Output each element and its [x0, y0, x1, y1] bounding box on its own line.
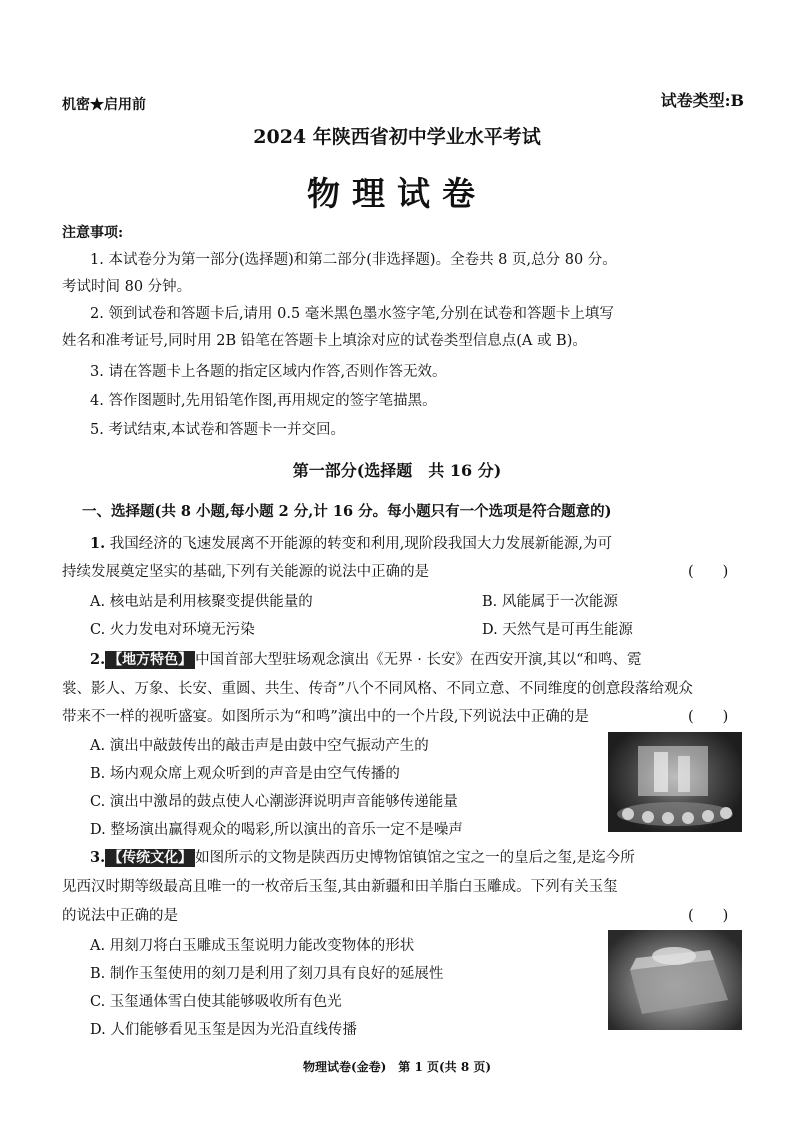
- question-1-stem: [90, 532, 612, 553]
- answer-bracket: ( ): [688, 709, 729, 725]
- page-footer: 物理试卷(金卷) 第 1 页(共 8 页): [302, 1060, 492, 1074]
- question-2-stem: [90, 648, 642, 669]
- section-title: 一、选择题(共 8 小题,每小题 2 分,计 16 分。每小题只有一个选项是符合题意的): [82, 503, 612, 520]
- question-1-option-c: C. 火力发电对环境无污染: [90, 622, 255, 638]
- question-1-option-b: B. 风能属于一次能源: [482, 594, 618, 610]
- exam-title: 2024 年陕西省初中学业水平考试: [253, 126, 541, 148]
- jade-seal-photo: [608, 930, 742, 1030]
- subject-title: 物理试卷: [307, 174, 487, 213]
- notice-line: 1. 本试卷分为第一部分(选择题)和第二部分(非选择题)。全卷共 8 页,总分 80 分。: [90, 252, 617, 268]
- notice-line: 4. 答作图题时,先用铅笔作图,再用规定的签字笔描黑。: [90, 393, 437, 409]
- question-1-number: 1.: [90, 535, 106, 552]
- answer-bracket: ( ): [688, 908, 729, 924]
- question-2-option-b: B. 场内观众席上观众听到的声音是由空气传播的: [90, 766, 400, 782]
- question-1-stem-cont: 持续发展奠定坚实的基础,下列有关能源的说法中正确的是: [62, 564, 430, 580]
- question-3-option-a: A. 用刻刀将白玉雕成玉玺说明力能改变物体的形状: [90, 938, 415, 954]
- question-1-option-d: D. 天然气是可再生能源: [482, 622, 633, 638]
- part-title: 第一部分(选择题 共 16 分): [292, 461, 502, 480]
- question-3-stem-cont: 的说法中正确的是: [62, 908, 178, 924]
- notice-line: 姓名和准考证号,同时用 2B 铅笔在答题卡上填涂对应的试卷类型信息点(A 或 B)。: [62, 333, 587, 349]
- question-1-text: 我国经济的飞速发展离不开能源的转变和利用,现阶段我国大力发展新能源,为可: [109, 536, 612, 552]
- question-2-stem-cont: 带来不一样的视听盛宴。如图所示为“和鸣”演出中的一个片段,下列说法中正确的是: [62, 709, 589, 725]
- notice-line: 2. 领到试卷和答题卡后,请用 0.5 毫米黑色墨水签字笔,分别在试卷和答题卡上填写: [90, 306, 614, 322]
- question-2-number: 2.: [90, 651, 106, 668]
- question-3-text: 如图所示的文物是陕西历史博物馆镇馆之宝之一的皇后之玺,是迄今所: [195, 850, 635, 866]
- question-2-tag: 【地方特色】: [105, 651, 195, 669]
- notice-line: 3. 请在答题卡上各题的指定区域内作答,否则作答无效。: [90, 364, 447, 380]
- question-3-option-b: B. 制作玉玺使用的刻刀是利用了刻刀具有良好的延展性: [90, 966, 444, 982]
- notice-title: 注意事项:: [62, 225, 124, 241]
- question-3-stem: [90, 846, 635, 867]
- question-3-stem-cont: 见西汉时期等级最高且唯一的一枚帝后玉玺,其由新疆和田羊脂白玉雕成。下列有关玉玺: [62, 879, 618, 895]
- question-1-option-a: A. 核电站是利用核聚变提供能量的: [90, 594, 313, 610]
- notice-line: 5. 考试结束,本试卷和答题卡一并交回。: [90, 422, 346, 438]
- confidential-label: 机密★启用前: [62, 97, 146, 113]
- question-3-tag: 【传统文化】: [105, 849, 195, 867]
- question-2-option-d: D. 整场演出赢得观众的喝彩,所以演出的音乐一定不是噪声: [90, 822, 463, 838]
- question-3-number: 3.: [90, 849, 106, 866]
- paper-type-label: 试卷类型:B: [660, 91, 744, 110]
- question-3-option-d: D. 人们能够看见玉玺是因为光沿直线传播: [90, 1022, 357, 1038]
- question-2-option-a: A. 演出中敲鼓传出的敲击声是由鼓中空气振动产生的: [90, 738, 429, 754]
- question-2-text: 中国首部大型驻场观念演出《无界 · 长安》在西安开演,其以“和鸣、霓: [195, 652, 642, 668]
- performance-photo: [608, 732, 742, 832]
- question-2-stem-cont: 裳、影人、万象、长安、重圆、共生、传奇”八个不同风格、不同立意、不同维度的创意段落给观众: [62, 681, 693, 697]
- question-2-option-c: C. 演出中激昂的鼓点使人心潮澎湃说明声音能够传递能量: [90, 794, 458, 810]
- notice-line: 考试时间 80 分钟。: [62, 279, 192, 295]
- question-3-option-c: C. 玉玺通体雪白使其能够吸收所有色光: [90, 994, 342, 1010]
- answer-bracket: ( ): [688, 564, 729, 580]
